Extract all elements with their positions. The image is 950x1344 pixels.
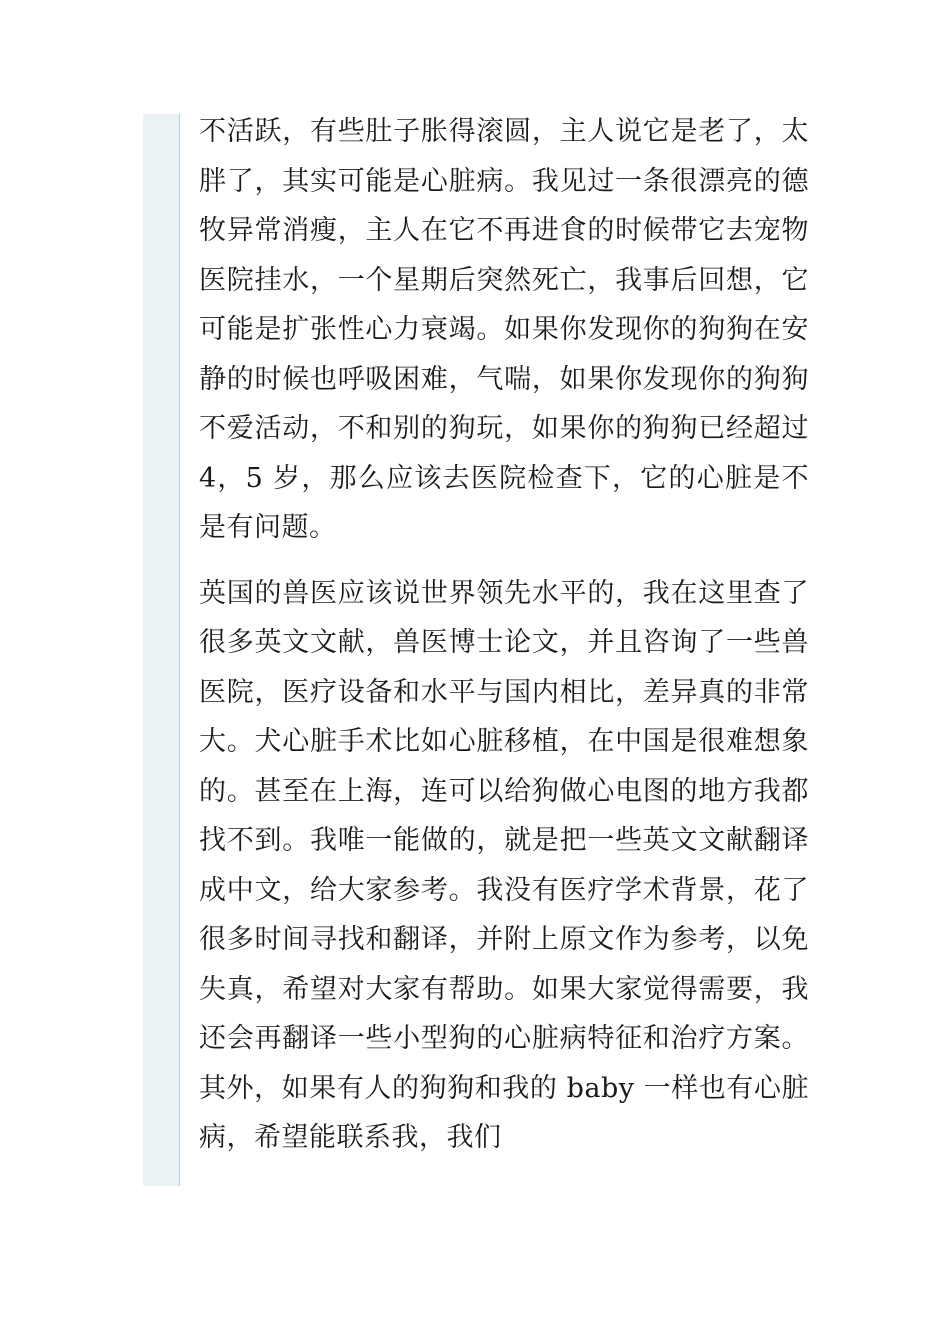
document-body (199, 107, 809, 1163)
paragraph-1: 不活跃，有些肚子胀得滚圆，主人说它是老了，太胖了，其实可能是心脏病。我见过一条很漂亮的德牧异常消瘦，主人在它不再进食的时候带它去宠物医院挂水，一个星期后突然死亡，我事后回想，它可能是扩张性心力衰竭。如果你发现你的狗狗在安静的时候也呼吸困难，气喘，如果你发现你的狗狗不爱活动，不和别的狗玩，如果你的狗狗已经超过 4，5 岁，那么应该去医院检查下，它的心脏是不是有问题。 (199, 116, 809, 543)
quote-sidebar-bar (143, 114, 180, 1186)
paragraph-2: 英国的兽医应该说世界领先水平的，我在这里查了很多英文文献，兽医博士论文，并且咨询了一些兽医院，医疗设备和水平与国内相比，差异真的非常大。犬心脏手术比如心脏移植，在中国是很难想象的。甚至在上海，连可以给狗做心电图的地方我都找不到。我唯一能做的，就是把一些英文文献翻译成中文，给大家参考。我没有医疗学术背景，花了很多时间寻找和翻译，并附上原文作为参考，以免失真，希望对大家有帮助。如果大家觉得需要，我还会再翻译一些小型狗的心脏病特征和治疗方案。其外，如果有人的狗狗和我的 baby 一样也有心脏病，希望能联系我，我们 (199, 577, 809, 1153)
